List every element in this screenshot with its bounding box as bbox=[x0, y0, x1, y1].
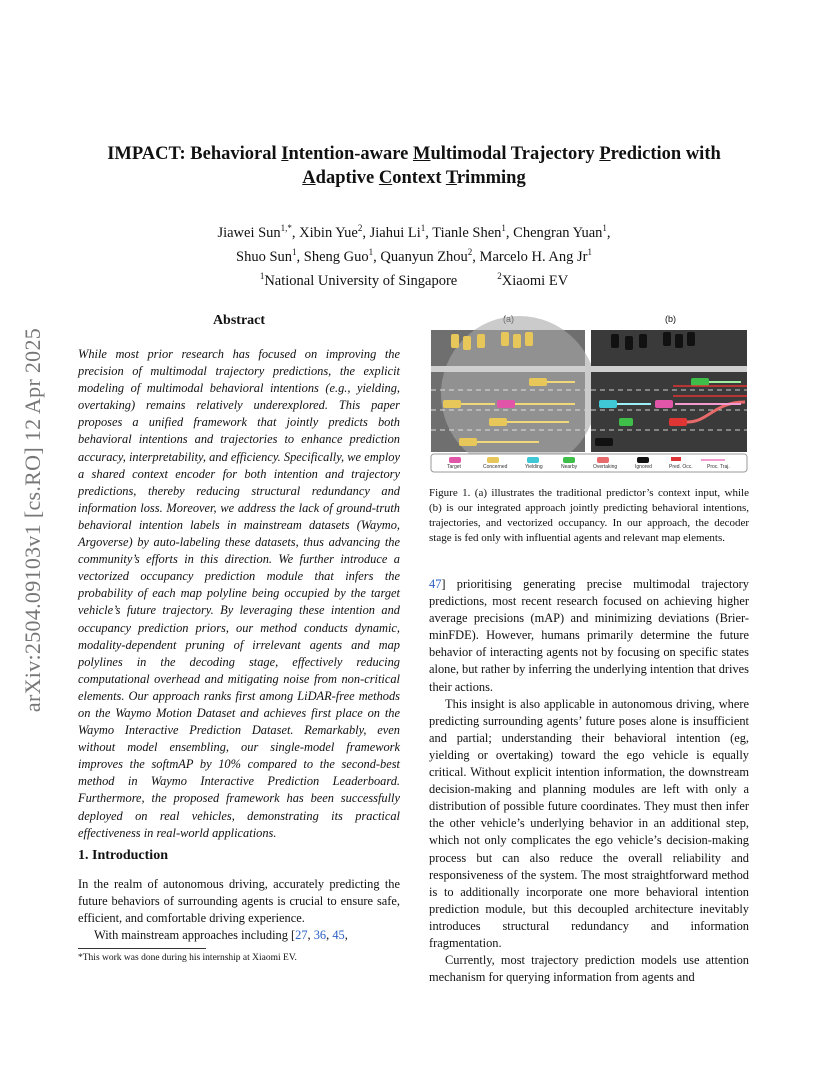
figure-caption: Figure 1. (a) illustrates the traditional predictor’s context input, while (b) is our integrated approach jointly predicting behavioral intentions, trajectories, and vectorized occupancy. In our approach, the decoder stage is fed only with influential agents and relevant map elements. bbox=[429, 487, 749, 544]
title-segment: A bbox=[302, 168, 316, 188]
citation[interactable]: 27 bbox=[295, 928, 308, 943]
legend-label: Target bbox=[447, 464, 461, 470]
author-affiliation-marker: 1 bbox=[587, 246, 592, 257]
legend-label: Pred. Occ. bbox=[669, 464, 693, 470]
figure-1 bbox=[429, 314, 749, 474]
author-affiliation-marker: 1 bbox=[501, 223, 506, 233]
paper-title bbox=[70, 142, 758, 190]
legend-label: Nearby bbox=[561, 464, 578, 470]
footnote-rule bbox=[78, 948, 206, 949]
legend-label: Overtaking bbox=[593, 464, 618, 470]
figure-illustration bbox=[429, 314, 749, 474]
abstract-text bbox=[78, 346, 400, 842]
title-segment: T bbox=[445, 168, 457, 188]
author-name: Jiawei Sun bbox=[217, 224, 281, 241]
arxiv-sidebar bbox=[16, 285, 50, 755]
affiliations bbox=[70, 267, 758, 291]
author-line-1: Jiawei Sun$^{1,*}$, Xibin Yue$^2$, Jiahui Li$^1$, Tianle Shen$^1$, Chengran Yuan$^1$, bbox=[217, 223, 611, 241]
author-name: Jiahui Li bbox=[369, 224, 421, 241]
legend-labels bbox=[431, 464, 747, 472]
intro-p2-end: , bbox=[344, 928, 348, 943]
author-name: Xibin Yue bbox=[299, 224, 358, 241]
title-segment: daptive bbox=[315, 168, 379, 188]
author-name: Sheng Guo bbox=[303, 248, 369, 265]
right-paragraph-1 bbox=[429, 576, 749, 696]
panel-a bbox=[431, 316, 597, 472]
title-segment: ntention-aware bbox=[288, 144, 413, 164]
right-paragraph-3: Currently, most trajectory prediction models use attention mechanism for querying information from agents and bbox=[429, 953, 749, 985]
author-name: Chengran Yuan bbox=[513, 224, 603, 241]
intro-paragraph-1: In the realm of autonomous driving, accurately predicting the future behaviors of surrounding agents is crucial to ensure safe, efficient, and comfortable driving experience. bbox=[78, 877, 400, 926]
title-segment: ontext bbox=[392, 168, 446, 188]
author-block bbox=[70, 219, 758, 290]
title-segment: rediction with bbox=[610, 144, 721, 164]
intro-paragraph-2: With mainstream approaches including [27, 36, 45, bbox=[94, 928, 348, 943]
author-affiliation-marker: 1 bbox=[368, 246, 374, 257]
author-affiliation-marker: 1 bbox=[292, 246, 297, 257]
legend-label: Concerned bbox=[483, 464, 508, 470]
citation[interactable]: 47 bbox=[429, 577, 442, 591]
author-affiliation-marker: 2 bbox=[467, 246, 473, 257]
legend-label: Ignored bbox=[635, 464, 652, 470]
intro-p2-start: With mainstream approaches including [ bbox=[94, 928, 296, 943]
right-p1-text: ] prioritising generating precise multimodal trajectory predictions, most recent research focused on achieving higher average precisions (mAP) and minimizing deviations (Brier-minFDE). However, humans primarily determine the future behavior of interacting agents not by focusing on specific states alone, but rather by inferring the underlying intention that drives their actions. bbox=[429, 577, 750, 694]
title-segment: rimming bbox=[456, 168, 526, 188]
title-segment: P bbox=[599, 144, 611, 164]
footnote: *This work was done during his internship at Xiaomi EV. bbox=[78, 953, 297, 963]
abstract-paragraph: While most prior research has focused on improving the precision of multimodal trajectory predictions, the explicit modeling of multimodal behavioral intentions (e.g., yielding, overtaking) remains relatively underexplored. This paper proposes a unified framework that jointly predicts both behavioral intentions and trajectories to enhance prediction accuracy, interpretability, and efficiency. Specifically, we employ a shared context encoder for both intention and trajectory predictions, thereby reducing structural redundancy and information loss. Moreover, we address the lack of ground-truth behavioral intention labels in mainstream datasets (Waymo, Argoverse) by auto-labeling these datasets, thus advancing the community’s efforts in this direction. We further introduce a vectorized occupancy prediction module that infers the probability of each map polyline being occupied by the target vehicle’s future trajectory. By leveraging these intention and occupancy prediction priors, our method conducts dynamic, modality-dependent pruning of irrelevant agents and map polylines in the decoding stage, effectively reducing computational overhead and mitigating noise from non-critical elements. Our approach ranks first among LiDAR-free methods on the Waymo Motion Dataset and achieves first place on the Waymo Interactive Prediction Dataset. Remarkably, even without model ensembling, our single-model framework improves the softmAP by 10% compared to the second-best method in Waymo Interactive Prediction Leaderboard. Furthermore, the proposed framework has been successfully deployed on real vehicles, demonstrating its practical effectiveness in real-world applications. bbox=[78, 347, 400, 840]
author-line-2: Shuo Sun$^1$, Sheng Guo$^1$, Quanyun Zhou$^2$, Marcelo H. Ang Jr$^1$ bbox=[236, 246, 592, 265]
author-affiliation-marker: 2 bbox=[357, 223, 363, 233]
author-name: Marcelo H. Ang Jr bbox=[479, 248, 588, 265]
abstract-heading: Abstract bbox=[212, 313, 266, 328]
affiliation-name: Xiaomi EV bbox=[501, 272, 569, 289]
title-segment: M bbox=[412, 144, 431, 164]
title-segment: C bbox=[378, 168, 393, 188]
figure-label-b: (b) bbox=[665, 314, 676, 324]
introduction-text bbox=[78, 876, 400, 944]
title-segment: ultimodal Trajectory bbox=[430, 144, 600, 164]
legend-label: Yielding bbox=[525, 464, 543, 470]
right-paragraph-2: This insight is also applicable in autonomous driving, where predicting surrounding agents’ future poses alone is insufficient and partial; understanding their behavioral intention (eg, yielding or overtaking) toward the ego vehicle is equally critical. Without explicit intention information, the downstream decision-making and planning modules are left with only a distribution of possible future coordinates. They must then infer the other vehicle’s underlying behavior in an additional step, which not only complicates the ego vehicle’s decision-making process but can also reduce the overall reliability and responsiveness of the system. The most straightforward method is to additionally incorporate one more behavioral intention prediction module, but this decoupled architecture inevitably introduces structural redundancy and information fragmentation. bbox=[429, 696, 749, 950]
author-affiliation-marker: 1 bbox=[420, 223, 426, 233]
section-heading-introduction: 1. Introduction bbox=[78, 848, 168, 863]
citation[interactable]: 45 bbox=[332, 928, 345, 943]
affiliation-name: National University of Singapore bbox=[264, 272, 458, 289]
author-name: Tianle Shen bbox=[432, 224, 502, 241]
author-name: Shuo Sun bbox=[236, 248, 293, 265]
arxiv-id: arXiv:2504.09103v1 [cs.RO] 12 Apr 2025 bbox=[20, 327, 45, 713]
author-affiliation-marker: 1 bbox=[602, 223, 607, 233]
affiliation-marker: 1 bbox=[259, 270, 265, 281]
legend-label: Proc. Traj. bbox=[707, 464, 730, 470]
affiliation-marker: 2 bbox=[497, 270, 502, 281]
title-segment: I bbox=[281, 144, 289, 164]
author-affiliation-marker: 1,* bbox=[280, 223, 292, 233]
panel-b bbox=[591, 330, 747, 452]
citation[interactable]: 36 bbox=[313, 928, 327, 943]
right-column-text bbox=[429, 576, 749, 986]
title-segment: IMPACT: Behavioral bbox=[107, 144, 282, 164]
author-name: Quanyun Zhou bbox=[380, 248, 468, 265]
